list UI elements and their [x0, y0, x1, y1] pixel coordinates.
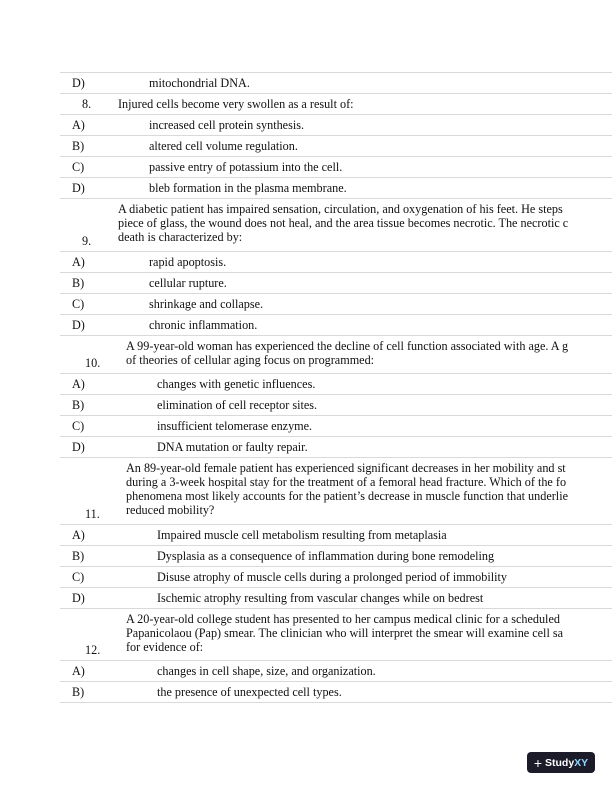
- plus-icon: +: [533, 754, 542, 771]
- studyxy-badge[interactable]: [527, 752, 595, 773]
- option-text: altered cell volume regulation.: [149, 139, 298, 153]
- option-row: [60, 177, 612, 198]
- option-text: mitochondrial DNA.: [149, 76, 250, 90]
- question-row: [60, 608, 612, 660]
- option-text: the presence of unexpected cell types.: [157, 685, 342, 699]
- option-text: shrinkage and collapse.: [149, 297, 264, 311]
- question-line: piece of glass, the wound does not heal, and the area tissue becomes necrotic. The necrotic c: [118, 216, 569, 230]
- question-line: for evidence of:: [126, 640, 204, 654]
- option-text: DNA mutation or faulty repair.: [157, 440, 308, 454]
- option-label: D): [72, 440, 85, 454]
- option-row: [60, 524, 612, 545]
- option-row: [60, 436, 612, 457]
- option-label: C): [72, 419, 85, 433]
- option-row: [60, 587, 612, 608]
- option-text: Ischemic atrophy resulting from vascular changes while on bedrest: [157, 591, 484, 605]
- question-text: [118, 202, 612, 244]
- question-text: [126, 339, 612, 367]
- option-row: [60, 272, 612, 293]
- option-label: B): [72, 549, 85, 563]
- option-label: B): [72, 276, 85, 290]
- question-text: [126, 612, 612, 654]
- option-text: Dysplasia as a consequence of inflammation during bone remodeling: [157, 549, 495, 563]
- option-row: [60, 373, 612, 394]
- badge-brand-prefix: Study: [545, 756, 575, 769]
- question-row: [60, 457, 612, 524]
- option-label: B): [72, 685, 85, 699]
- question-line: phenomena most likely accounts for the patient’s decrease in muscle function that underlie: [126, 489, 568, 503]
- option-label: A): [72, 528, 85, 542]
- option-text: changes with genetic influences.: [157, 377, 316, 391]
- option-row: [60, 566, 612, 587]
- option-row: [60, 314, 612, 335]
- option-label: B): [72, 139, 85, 153]
- question-row: [60, 335, 612, 373]
- option-label: C): [72, 297, 85, 311]
- option-row: [60, 660, 612, 681]
- option-row: [60, 156, 612, 177]
- option-text: Disuse atrophy of muscle cells during a prolonged period of immobility: [157, 570, 507, 584]
- option-row: [60, 681, 612, 703]
- question-line: A diabetic patient has impaired sensation, circulation, and oxygenation of his feet. He steps: [118, 202, 563, 216]
- option-label: C): [72, 160, 85, 174]
- option-label: A): [72, 118, 85, 132]
- option-row: [60, 251, 612, 272]
- question-line: A 99-year-old woman has experienced the decline of cell function associated with age. A g: [126, 339, 569, 353]
- question-number: 12.: [85, 643, 101, 657]
- question-line: A 20-year-old college student has presented to her campus medical clinic for a scheduled: [126, 612, 560, 626]
- option-text: insufficient telomerase enzyme.: [157, 419, 313, 433]
- question-number: 8.: [82, 97, 92, 111]
- option-label: A): [72, 377, 85, 391]
- option-label: D): [72, 76, 85, 90]
- option-label: B): [72, 398, 85, 412]
- question-text: Injured cells become very swollen as a result of:: [118, 97, 354, 111]
- option-row: [60, 135, 612, 156]
- question-text: [126, 461, 612, 517]
- option-text: passive entry of potassium into the cell.: [149, 160, 343, 174]
- option-row: [60, 394, 612, 415]
- option-text: changes in cell shape, size, and organization.: [157, 664, 376, 678]
- option-text: cellular rupture.: [149, 276, 227, 290]
- question-number: 11.: [85, 507, 100, 521]
- question-line: of theories of cellular aging focus on programmed:: [126, 353, 375, 367]
- option-row: [60, 72, 612, 93]
- option-row: [60, 114, 612, 135]
- badge-brand-suffix: XY: [574, 756, 589, 769]
- option-text: chronic inflammation.: [149, 318, 258, 332]
- option-text: increased cell protein synthesis.: [149, 118, 305, 132]
- question-line: death is characterized by:: [118, 230, 243, 244]
- question-row: [60, 198, 612, 251]
- question-line: during a 3-week hospital stay for the treatment of a femoral head fracture. Which of the fo: [126, 475, 567, 489]
- option-row: [60, 293, 612, 314]
- option-text: Impaired muscle cell metabolism resulting from metaplasia: [157, 528, 447, 542]
- question-line: reduced mobility?: [126, 503, 215, 517]
- option-text: rapid apoptosis.: [149, 255, 227, 269]
- question-number: 10.: [85, 356, 101, 370]
- option-label: D): [72, 181, 85, 195]
- option-label: A): [72, 664, 85, 678]
- option-text: bleb formation in the plasma membrane.: [149, 181, 347, 195]
- option-row: [60, 545, 612, 566]
- option-label: D): [72, 318, 85, 332]
- question-line: An 89-year-old female patient has experienced significant decreases in her mobility and st: [126, 461, 566, 475]
- option-label: D): [72, 591, 85, 605]
- option-row: [60, 415, 612, 436]
- question-row: [60, 93, 612, 114]
- question-line: Papanicolaou (Pap) smear. The clinician who will interpret the smear will examine cell sa: [126, 626, 564, 640]
- question-number: 9.: [82, 234, 92, 248]
- option-label: C): [72, 570, 85, 584]
- option-label: A): [72, 255, 85, 269]
- option-text: elimination of cell receptor sites.: [157, 398, 318, 412]
